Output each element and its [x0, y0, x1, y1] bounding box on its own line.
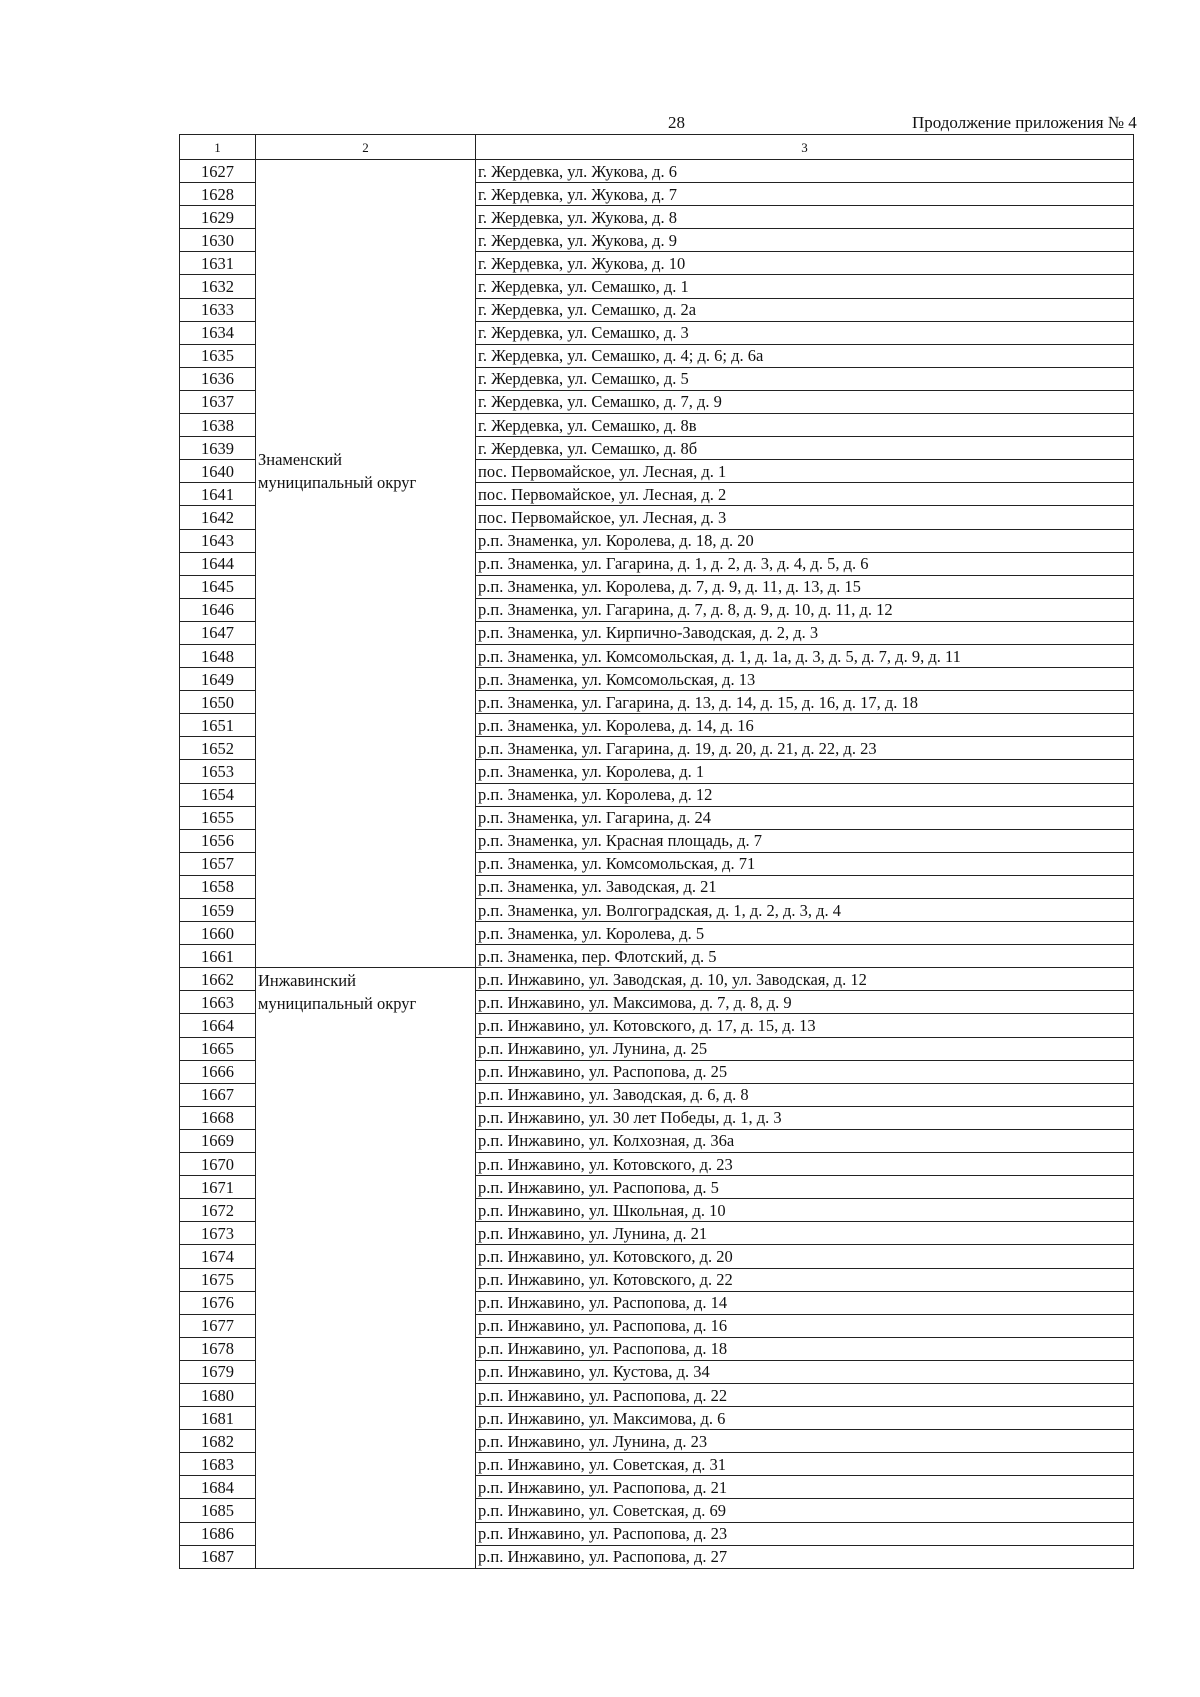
district-name	[258, 448, 416, 494]
row-number: 1651	[180, 714, 256, 737]
address-cell: г. Жердевка, ул. Семашко, д. 7, д. 9	[476, 390, 1134, 413]
address-cell: р.п. Знаменка, ул. Королева, д. 7, д. 9, д. 11, д. 13, д. 15	[476, 575, 1134, 598]
row-number: 1643	[180, 529, 256, 552]
address-cell: р.п. Знаменка, ул. Красная площадь, д. 7	[476, 829, 1134, 852]
continuation-title: Продолжение приложения № 4	[912, 113, 1137, 132]
address-cell: р.п. Инжавино, ул. Котовского, д. 20	[476, 1245, 1134, 1268]
district-name-line1: Инжавинский	[258, 971, 356, 991]
row-number: 1639	[180, 437, 256, 460]
column-header: 1	[180, 135, 256, 160]
row-number: 1631	[180, 252, 256, 275]
address-cell: р.п. Инжавино, ул. 30 лет Победы, д. 1, д. 3	[476, 1106, 1134, 1129]
address-cell: р.п. Знаменка, ул. Комсомольская, д. 13	[476, 668, 1134, 691]
row-number: 1680	[180, 1383, 256, 1406]
address-cell: р.п. Знаменка, ул. Королева, д. 5	[476, 922, 1134, 945]
row-number: 1659	[180, 899, 256, 922]
address-cell: р.п. Знаменка, ул. Кирпично-Заводская, д. 2, д. 3	[476, 621, 1134, 644]
row-number: 1644	[180, 552, 256, 575]
address-cell: р.п. Инжавино, ул. Заводская, д. 10, ул. Заводская, д. 12	[476, 968, 1134, 991]
address-cell: г. Жердевка, ул. Жукова, д. 9	[476, 229, 1134, 252]
address-cell: р.п. Инжавино, ул. Советская, д. 69	[476, 1499, 1134, 1522]
address-cell: р.п. Знаменка, ул. Гагарина, д. 13, д. 14, д. 15, д. 16, д. 17, д. 18	[476, 691, 1134, 714]
address-cell: г. Жердевка, ул. Жукова, д. 7	[476, 183, 1134, 206]
row-number: 1652	[180, 737, 256, 760]
row-number: 1675	[180, 1268, 256, 1291]
row-number: 1667	[180, 1083, 256, 1106]
row-number: 1637	[180, 390, 256, 413]
address-cell: пос. Первомайское, ул. Лесная, д. 2	[476, 483, 1134, 506]
address-cell: р.п. Инжавино, ул. Распопова, д. 5	[476, 1176, 1134, 1199]
address-cell: пос. Первомайское, ул. Лесная, д. 3	[476, 506, 1134, 529]
row-number: 1645	[180, 575, 256, 598]
address-cell: р.п. Знаменка, ул. Комсомольская, д. 71	[476, 852, 1134, 875]
district-name	[258, 969, 416, 1015]
row-number: 1681	[180, 1407, 256, 1430]
table-row	[180, 968, 1134, 991]
row-number: 1658	[180, 875, 256, 898]
address-cell: р.п. Инжавино, ул. Заводская, д. 6, д. 8	[476, 1083, 1134, 1106]
row-number: 1686	[180, 1522, 256, 1545]
row-number: 1649	[180, 668, 256, 691]
address-cell: р.п. Знаменка, ул. Гагарина, д. 1, д. 2, д. 3, д. 4, д. 5, д. 6	[476, 552, 1134, 575]
address-cell: г. Жердевка, ул. Семашко, д. 3	[476, 321, 1134, 344]
row-number: 1663	[180, 991, 256, 1014]
row-number: 1678	[180, 1337, 256, 1360]
address-cell: р.п. Инжавино, ул. Максимова, д. 7, д. 8, д. 9	[476, 991, 1134, 1014]
row-number: 1660	[180, 922, 256, 945]
district-name-line2: муниципальный округ	[258, 994, 417, 1014]
row-number: 1672	[180, 1199, 256, 1222]
row-number: 1641	[180, 483, 256, 506]
row-number: 1629	[180, 206, 256, 229]
row-number: 1657	[180, 852, 256, 875]
address-cell: р.п. Инжавино, ул. Распопова, д. 23	[476, 1522, 1134, 1545]
row-number: 1650	[180, 691, 256, 714]
row-number: 1638	[180, 414, 256, 437]
address-cell: г. Жердевка, ул. Семашко, д. 2а	[476, 298, 1134, 321]
row-number: 1635	[180, 344, 256, 367]
row-number: 1685	[180, 1499, 256, 1522]
address-cell: р.п. Знаменка, ул. Королева, д. 12	[476, 783, 1134, 806]
address-cell: р.п. Инжавино, ул. Распопова, д. 21	[476, 1476, 1134, 1499]
row-number: 1669	[180, 1129, 256, 1152]
address-cell: р.п. Знаменка, ул. Королева, д. 18, д. 20	[476, 529, 1134, 552]
address-cell: р.п. Знаменка, ул. Гагарина, д. 7, д. 8, д. 9, д. 10, д. 11, д. 12	[476, 598, 1134, 621]
address-table	[179, 134, 1134, 1569]
column-header: 2	[256, 135, 476, 160]
address-cell: р.п. Инжавино, ул. Распопова, д. 22	[476, 1383, 1134, 1406]
table-row	[180, 160, 1134, 183]
address-cell: р.п. Инжавино, ул. Котовского, д. 17, д. 15, д. 13	[476, 1014, 1134, 1037]
row-number: 1661	[180, 945, 256, 968]
row-number: 1640	[180, 460, 256, 483]
address-cell: р.п. Инжавино, ул. Распопова, д. 18	[476, 1337, 1134, 1360]
row-number: 1647	[180, 621, 256, 644]
district-cell	[256, 968, 476, 1568]
row-number: 1655	[180, 806, 256, 829]
address-cell: г. Жердевка, ул. Семашко, д. 1	[476, 275, 1134, 298]
address-cell: г. Жердевка, ул. Жукова, д. 8	[476, 206, 1134, 229]
address-cell: г. Жердевка, ул. Жукова, д. 6	[476, 160, 1134, 183]
address-cell: пос. Первомайское, ул. Лесная, д. 1	[476, 460, 1134, 483]
row-number: 1679	[180, 1360, 256, 1383]
row-number: 1628	[180, 183, 256, 206]
address-cell: р.п. Знаменка, ул. Заводская, д. 21	[476, 875, 1134, 898]
address-cell: р.п. Инжавино, ул. Кустова, д. 34	[476, 1360, 1134, 1383]
row-number: 1653	[180, 760, 256, 783]
row-number: 1654	[180, 783, 256, 806]
address-cell: р.п. Инжавино, ул. Распопова, д. 14	[476, 1291, 1134, 1314]
row-number: 1627	[180, 160, 256, 183]
district-name-line1: Знаменский	[258, 450, 343, 470]
address-cell: г. Жердевка, ул. Семашко, д. 5	[476, 367, 1134, 390]
address-cell: р.п. Инжавино, ул. Лунина, д. 23	[476, 1430, 1134, 1453]
row-number: 1633	[180, 298, 256, 321]
row-number: 1634	[180, 321, 256, 344]
address-cell: р.п. Инжавино, ул. Лунина, д. 25	[476, 1037, 1134, 1060]
address-cell: г. Жердевка, ул. Семашко, д. 8в	[476, 414, 1134, 437]
row-number: 1646	[180, 598, 256, 621]
address-cell: р.п. Знаменка, ул. Волгоградская, д. 1, д. 2, д. 3, д. 4	[476, 899, 1134, 922]
row-number: 1673	[180, 1222, 256, 1245]
row-number: 1668	[180, 1106, 256, 1129]
row-number: 1677	[180, 1314, 256, 1337]
address-cell: р.п. Инжавино, ул. Распопова, д. 25	[476, 1060, 1134, 1083]
address-cell: р.п. Инжавино, ул. Лунина, д. 21	[476, 1222, 1134, 1245]
row-number: 1630	[180, 229, 256, 252]
address-cell: р.п. Инжавино, ул. Советская, д. 31	[476, 1453, 1134, 1476]
address-cell: р.п. Знаменка, ул. Гагарина, д. 24	[476, 806, 1134, 829]
address-cell: г. Жердевка, ул. Семашко, д. 4; д. 6; д. 6а	[476, 344, 1134, 367]
row-number: 1656	[180, 829, 256, 852]
column-header: 3	[476, 135, 1134, 160]
address-cell: р.п. Инжавино, ул. Котовского, д. 23	[476, 1153, 1134, 1176]
row-number: 1666	[180, 1060, 256, 1083]
address-cell: р.п. Знаменка, пер. Флотский, д. 5	[476, 945, 1134, 968]
address-cell: р.п. Инжавино, ул. Распопова, д. 27	[476, 1545, 1134, 1568]
row-number: 1671	[180, 1176, 256, 1199]
address-cell: р.п. Инжавино, ул. Колхозная, д. 36а	[476, 1129, 1134, 1152]
address-cell: р.п. Знаменка, ул. Комсомольская, д. 1, д. 1а, д. 3, д. 5, д. 7, д. 9, д. 11	[476, 644, 1134, 667]
address-cell: г. Жердевка, ул. Жукова, д. 10	[476, 252, 1134, 275]
row-number: 1684	[180, 1476, 256, 1499]
address-cell: р.п. Инжавино, ул. Распопова, д. 16	[476, 1314, 1134, 1337]
row-number: 1642	[180, 506, 256, 529]
address-cell: р.п. Знаменка, ул. Королева, д. 1	[476, 760, 1134, 783]
row-number: 1687	[180, 1545, 256, 1568]
address-cell: р.п. Инжавино, ул. Максимова, д. 6	[476, 1407, 1134, 1430]
table-header-row	[180, 135, 1134, 160]
row-number: 1665	[180, 1037, 256, 1060]
row-number: 1674	[180, 1245, 256, 1268]
row-number: 1636	[180, 367, 256, 390]
address-cell: р.п. Знаменка, ул. Королева, д. 14, д. 16	[476, 714, 1134, 737]
address-cell: р.п. Инжавино, ул. Котовского, д. 22	[476, 1268, 1134, 1291]
row-number: 1670	[180, 1153, 256, 1176]
district-name-line2: муниципальный округ	[258, 473, 417, 493]
district-cell	[256, 160, 476, 968]
row-number: 1682	[180, 1430, 256, 1453]
row-number: 1676	[180, 1291, 256, 1314]
address-cell: р.п. Знаменка, ул. Гагарина, д. 19, д. 20, д. 21, д. 22, д. 23	[476, 737, 1134, 760]
page-number: 28	[668, 113, 685, 132]
address-cell: р.п. Инжавино, ул. Школьная, д. 10	[476, 1199, 1134, 1222]
address-cell: г. Жердевка, ул. Семашко, д. 8б	[476, 437, 1134, 460]
row-number: 1632	[180, 275, 256, 298]
row-number: 1683	[180, 1453, 256, 1476]
row-number: 1648	[180, 644, 256, 667]
row-number: 1664	[180, 1014, 256, 1037]
row-number: 1662	[180, 968, 256, 991]
